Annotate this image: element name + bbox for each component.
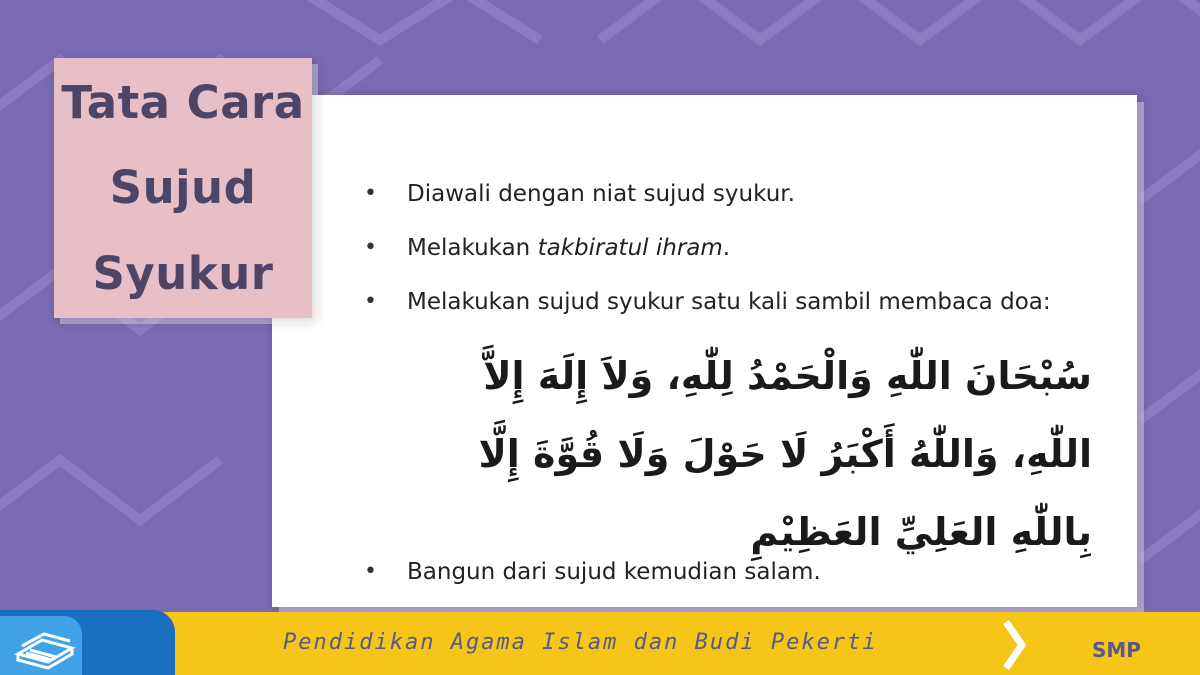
logo-tab	[0, 610, 175, 675]
step-2-end: .	[722, 235, 731, 261]
step-item-2	[364, 229, 1104, 283]
steps-list	[364, 175, 1104, 337]
logo-tab-inner	[0, 616, 82, 675]
step-2-text: Melakukan	[407, 235, 538, 261]
step-item-3: • Melakukan sujud syukur satu kali sambil membaca doa:	[364, 283, 1104, 337]
arabic-prayer: سُبْحَانَ اللّٰهِ وَالْحَمْدُ لِلّٰهِ، وَلاَ إِلَهَ إِلاَّ اللّٰهِ، وَاللّٰهُ أَكْبَرُ لَا حَوْلَ وَلَا قُوَّةَ إِلَّا بِاللّٰهِ العَلِيِّ العَظِيْمِ	[478, 354, 1092, 554]
content-card	[272, 95, 1137, 607]
title-line-2: Sujud	[109, 161, 257, 215]
step-item-4: • Bangun dari sujud kemudian salam.	[364, 553, 1104, 607]
slide-title	[61, 60, 304, 317]
chevron-divider-icon	[996, 618, 1036, 672]
books-icon	[12, 626, 78, 670]
title-line-1: Tata Cara	[61, 75, 305, 129]
step-2-italic: takbiratul ihram	[537, 235, 723, 261]
subject-label: Pendidikan Agama Islam dan Budi Pekerti	[283, 630, 878, 655]
title-card	[54, 58, 312, 318]
title-line-3: Syukur	[92, 246, 274, 300]
footer-bar	[78, 612, 1200, 675]
step-item-1: • Diawali dengan niat sujud syukur.	[364, 175, 1104, 229]
steps-list-end	[364, 553, 1104, 607]
school-level-label: SMP	[1092, 638, 1141, 662]
